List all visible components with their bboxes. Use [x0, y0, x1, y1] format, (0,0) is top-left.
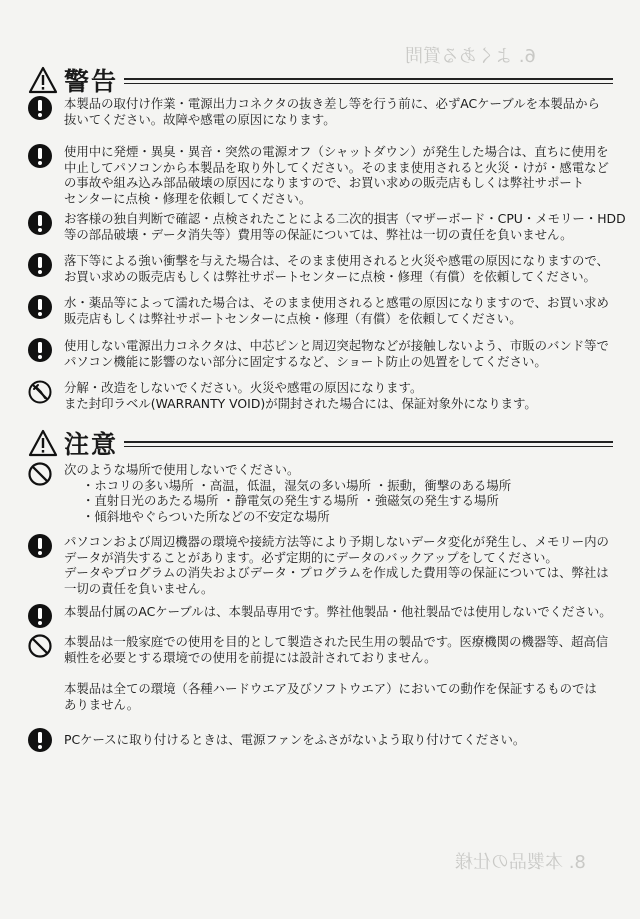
exclamation-icon [28, 144, 52, 168]
bullet-line: ・直射日光のあたる場所 ・静電気の発生する場所 ・強磁気の発生する場所 [82, 493, 499, 509]
text-line: 抜いてください。故障や感電の原因になります。 [64, 111, 336, 127]
bleed-through-heading-top: 6. よくある質問 [405, 46, 536, 67]
text-line: 販売店もしくは弊社サポートセンターに点検・修理（有償）を依頼してください。 [64, 310, 522, 326]
text-line: PCケースに取り付けるときは、電源ファンをふさがないよう取り付けてください。 [64, 732, 526, 747]
exclamation-icon [28, 295, 52, 319]
text-line: 分解・改造をしないでください。火災や感電の原因になります。 [64, 380, 423, 395]
text-line: 本製品は全ての環境（各種ハードウエア及びソフトウエア）においての動作を保証するものでは [64, 681, 597, 697]
text-line: 次のような場所で使用しないでください。 [64, 462, 300, 477]
exclamation-icon [28, 338, 52, 362]
warning-title: 警告 [64, 67, 119, 96]
text-line: パソコンおよび周辺機器の環境や接続方法等により予期しないデータ変化が発生し、メモリー内の [64, 534, 609, 549]
exclamation-icon [28, 253, 52, 277]
text-line: パソコン機能に影響のない部分に固定するなど、ショート防止の処置をしてください。 [64, 353, 547, 369]
exclamation-icon [28, 534, 52, 558]
text-line: 使用しない電源出力コネクタは、中芯ピンと周辺突起物などが接触しないよう、市販のバンド等で [64, 338, 609, 353]
text-line: 本製品は一般家庭での使用を目的として製造された民生用の製品です。医療機関の機器等、超高信 [64, 634, 609, 649]
caution-header [28, 427, 613, 461]
exclamation-icon [28, 604, 52, 628]
text-line: データやプログラムの消失およびデータ・プログラムを作成した費用等の保証については、弊社は [64, 565, 609, 581]
text-line: センターに点検・修理を依頼してください。 [64, 190, 312, 206]
no-disassembly-icon [28, 380, 52, 404]
text-line: 水・薬品等によって濡れた場合は、そのまま使用されると感電の原因になりますので、お買い求め [64, 295, 609, 310]
prohibited-icon [28, 634, 52, 658]
text-line: 等の部品破壊・データ消失等）費用等の保証については、弊社は一切の責任を負いません。 [64, 226, 573, 242]
text-line: データが消失することがあります。必ず定期的にデータのバックアップをしてください。 [64, 549, 558, 565]
caution-title: 注意 [64, 430, 119, 459]
text-line: お客様の独自判断で確認・点検されたことによる二次的損害（マザーボード・CPU・メモリー・HDD [64, 211, 626, 226]
text-line: 頼性を必要とする環境での使用を前提には設計されておりません。 [64, 649, 437, 665]
text-line: 一切の責任を負いません。 [64, 580, 214, 596]
warning-header [28, 64, 613, 98]
exclamation-icon [28, 96, 52, 120]
text-line: の事故や組み込み部品破壊の原因になりますので、お買い求めの販売店もしくは弊社サポート [64, 175, 585, 191]
text-line: 本製品付属のACケーブルは、本製品専用です。弊社他製品・他社製品では使用しないでください。 [64, 604, 612, 619]
warning-triangle-icon [28, 66, 58, 94]
caution-rule [124, 441, 613, 447]
warning-rule [124, 78, 613, 84]
bullet-line: ・ホコリの多い場所 ・高温，低温，湿気の多い場所 ・振動，衝撃のある場所 [82, 477, 512, 493]
bleed-through-heading-bottom: 8. 本製品の仕様 [455, 852, 586, 873]
text-line: また封印ラベル(WARRANTY VOID)が開封された場合には、保証対象外になります。 [64, 395, 537, 411]
exclamation-icon [28, 211, 52, 235]
text-line: 中止してパソコンから本製品を取り外してください。そのまま使用されると火災・けが・感電など [64, 159, 609, 175]
text-line: 落下等による強い衝撃を与えた場合は、そのまま使用されると火災や感電の原因になりますので、 [64, 253, 609, 268]
bullet-line: ・傾斜地やぐらついた所などの不安定な場所 [82, 508, 330, 524]
exclamation-icon [28, 728, 52, 752]
spacer-line [64, 665, 618, 681]
text-line: ありません。 [64, 696, 140, 712]
text-line: 使用中に発煙・異臭・異音・突然の電源オフ（シャットダウン）が発生した場合は、直ちに使用を [64, 144, 609, 159]
prohibited-icon [28, 462, 52, 486]
caution-triangle-icon [28, 429, 58, 457]
text-line: 本製品の取付け作業・電源出力コネクタの抜き差し等を行う前に、必ずACケーブルを本製品から [64, 96, 600, 111]
text-line: お買い求めの販売店もしくは弊社サポートセンターに点検・修理（有償）を依頼してください。 [64, 268, 596, 284]
